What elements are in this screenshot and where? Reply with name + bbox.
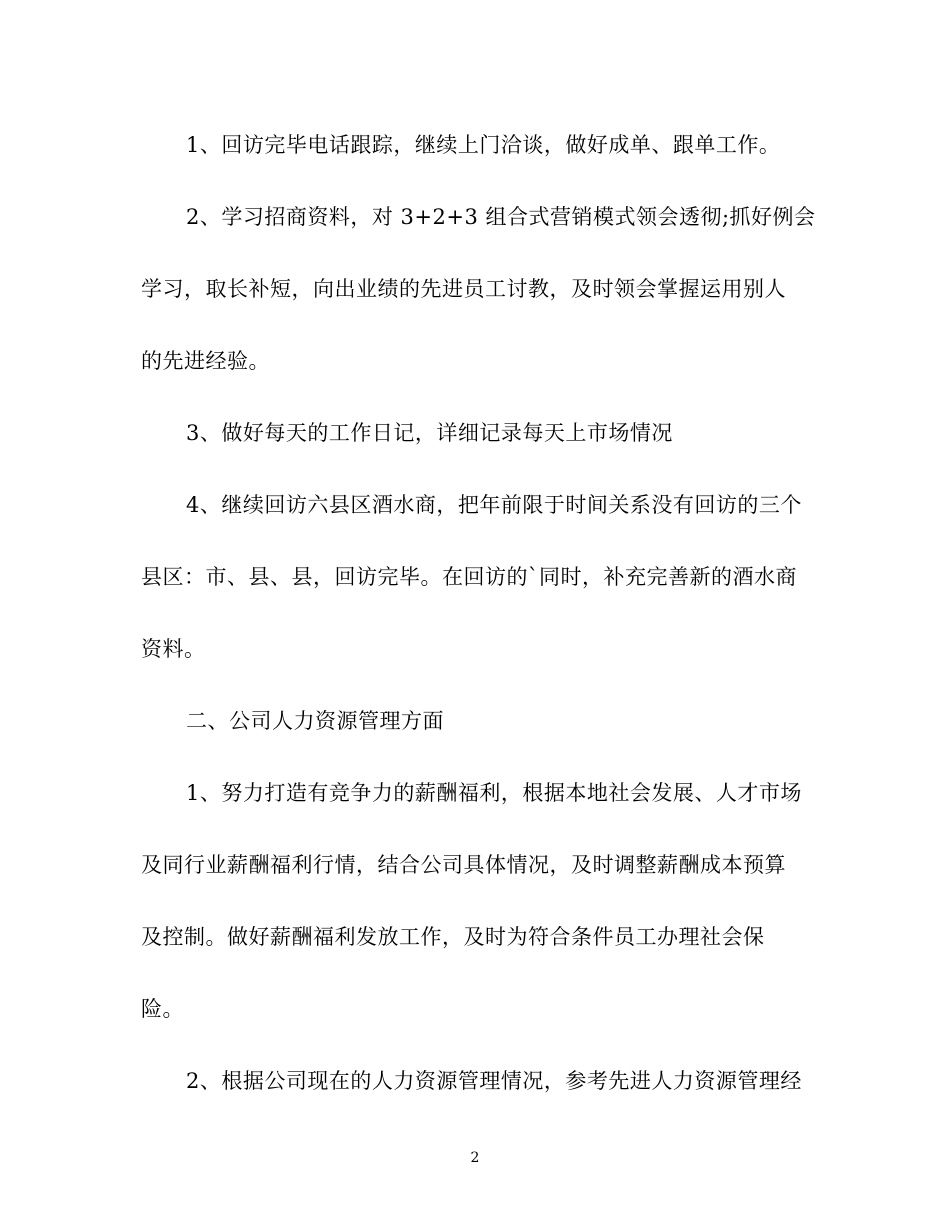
paragraph-5-line-2: 及同行业薪酬福利行情，结合公司具体情况，及时调整薪酬成本预算	[141, 853, 786, 877]
paragraph-6-line-1: 2、根据公司现在的人力资源管理情况，参考先进人力资源管理经	[186, 1069, 802, 1093]
paragraph-5-line-1: 1、努力打造有竞争力的薪酬福利，根据本地社会发展、人才市场	[186, 781, 802, 805]
paragraph-2-line-1: 2、学习招商资料，对 3+2+3 组合式营销模式领会透彻;抓好例会	[186, 205, 816, 229]
paragraph-4-line-3: 资料。	[141, 637, 206, 661]
paragraph-5-line-3: 及控制。做好薪酬福利发放工作，及时为符合条件员工办理社会保	[141, 925, 765, 949]
paragraph-5-line-4: 险。	[141, 997, 184, 1021]
paragraph-3-line-1: 3、做好每天的工作日记，详细记录每天上市场情况	[186, 421, 673, 445]
paragraph-4-line-2: 县区：市、县、县，回访完毕。在回访的`同时，补充完善新的酒水商	[141, 565, 797, 589]
paragraph-2-line-2: 学习，取长补短，向出业绩的先进员工讨教，及时领会掌握运用别人	[141, 277, 786, 301]
paragraph-4-line-1: 4、继续回访六县区酒水商，把年前限于时间关系没有回访的三个	[186, 493, 802, 517]
section-heading: 二、公司人力资源管理方面	[186, 709, 444, 733]
page-number: 2	[470, 1150, 480, 1166]
paragraph-1-line-1: 1、回访完毕电话跟踪，继续上门洽谈，做好成单、跟单工作。	[186, 133, 781, 157]
paragraph-2-line-3: 的先进经验。	[141, 349, 270, 373]
